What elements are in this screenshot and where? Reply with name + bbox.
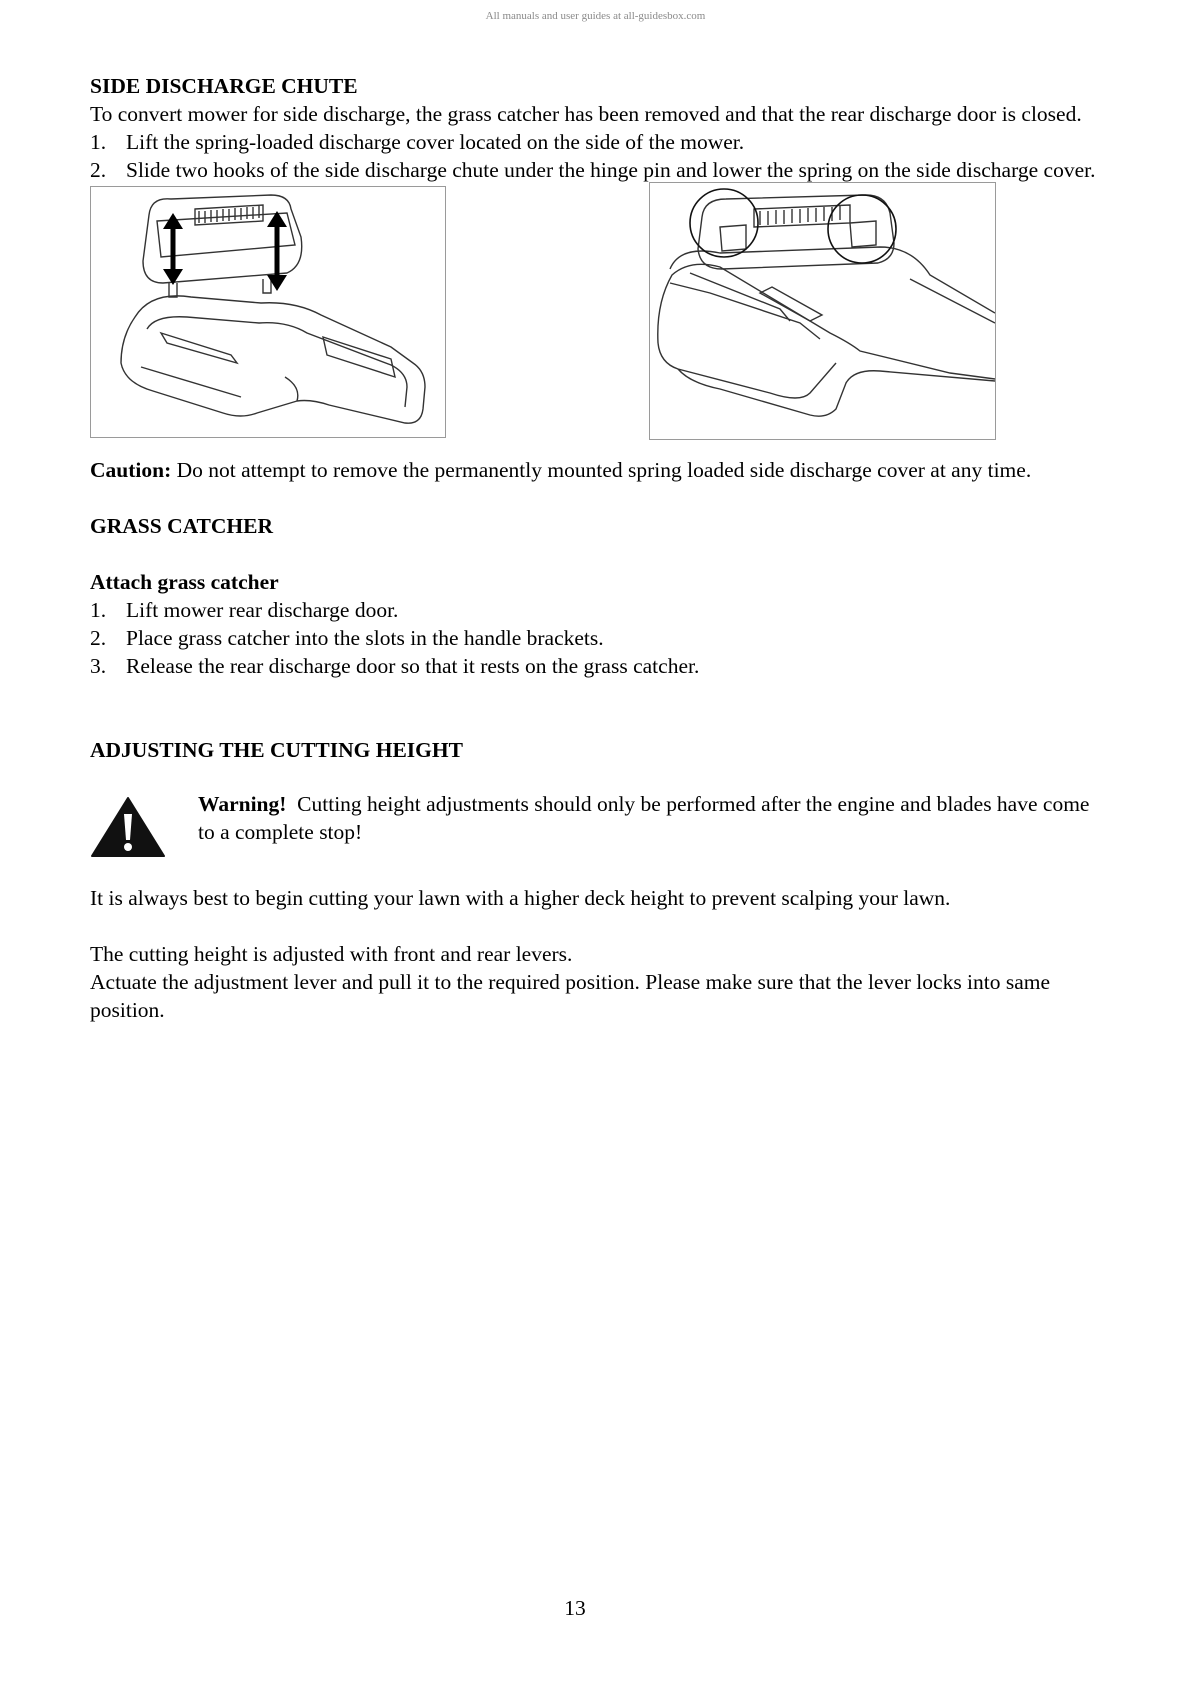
grass-catcher-heading: GRASS CATCHER <box>90 514 273 538</box>
list-item <box>90 624 1100 652</box>
step-number: 1. <box>90 598 107 622</box>
watermark: All manuals and user guides at all-guidesbox.com <box>485 10 706 22</box>
side-discharge-intro: To convert mower for side discharge, the grass catcher has been removed and that the rear discharge door is closed. <box>90 102 1082 126</box>
chute-mounted-drawing <box>650 183 995 439</box>
chute-install-drawing <box>91 187 445 437</box>
warning-paragraph <box>198 790 1100 846</box>
caution-label: Caution: <box>90 458 172 482</box>
list-item <box>90 652 1100 680</box>
step-number: 1. <box>90 130 107 154</box>
side-discharge-steps <box>90 128 1100 184</box>
step-number: 2. <box>90 626 107 650</box>
side-discharge-heading: SIDE DISCHARGE CHUTE <box>90 74 358 98</box>
step-number: 3. <box>90 654 107 678</box>
levers-paragraph: The cutting height is adjusted with front and rear levers. <box>90 942 573 966</box>
list-item <box>90 128 1100 156</box>
step-text: Lift mower rear discharge door. <box>126 598 399 622</box>
caution-text: Do not attempt to remove the permanently mounted spring loaded side discharge cover at any time. <box>176 458 1032 482</box>
attach-grass-catcher-subheading: Attach grass catcher <box>90 570 279 594</box>
warning-label: Warning! <box>198 792 287 816</box>
grass-catcher-steps <box>90 596 1100 680</box>
step-text: Slide two hooks of the side discharge chute under the hinge pin and lower the spring on the side discharge cover. <box>126 158 1096 182</box>
caution-paragraph <box>90 456 1100 484</box>
step-number: 2. <box>90 158 107 182</box>
chute-mounted-figure <box>649 182 996 440</box>
step-text: Place grass catcher into the slots in the handle brackets. <box>126 626 604 650</box>
step-text: Release the rear discharge door so that it rests on the grass catcher. <box>126 654 700 678</box>
chute-install-figure <box>90 186 446 438</box>
warning-block <box>90 790 1100 858</box>
adjustment-paragraph: Actuate the adjustment lever and pull it to the required position. Please make sure that the lever locks into same position. <box>90 970 1051 1022</box>
page-number: 13 <box>564 1596 586 1620</box>
step-text: Lift the spring-loaded discharge cover located on the side of the mower. <box>126 130 745 154</box>
list-item <box>90 596 1100 624</box>
warning-text: Cutting height adjustments should only be performed after the engine and blades have come to a complete stop! <box>198 792 1090 844</box>
figures-row <box>90 186 1100 456</box>
list-item <box>90 156 1100 184</box>
deck-height-paragraph: It is always best to begin cutting your lawn with a higher deck height to prevent scalping your lawn. <box>90 886 951 910</box>
warning-triangle-icon <box>90 796 166 858</box>
page-content <box>90 72 1100 1024</box>
cutting-height-heading: ADJUSTING THE CUTTING HEIGHT <box>90 738 463 762</box>
